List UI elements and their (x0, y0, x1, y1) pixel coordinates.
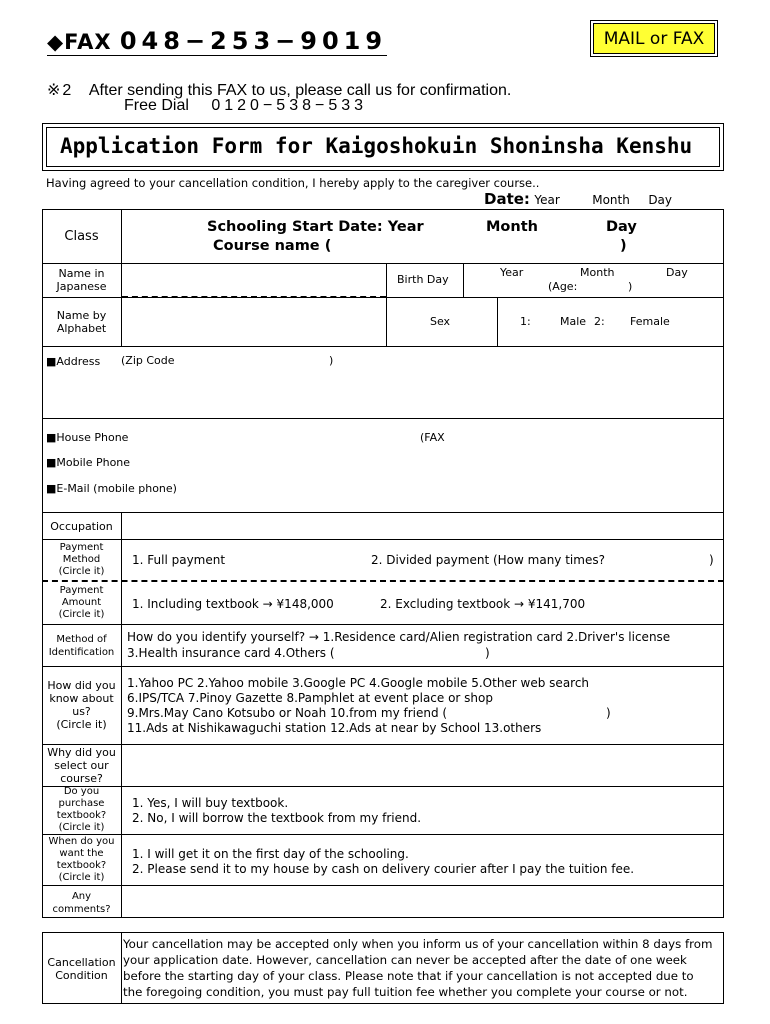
form-title-box (42, 123, 724, 171)
why-line2: select our (54, 759, 109, 772)
payment-method-line3: (Circle it) (58, 566, 105, 577)
fax-label: (FAX (420, 431, 445, 444)
schooling-month: Month (486, 219, 538, 235)
payment-method-line1: Payment (59, 542, 104, 553)
note-text: After sending this FAX to us, please call us for confirmation. (88, 82, 512, 99)
payment-amount-line2: Amount (61, 597, 102, 608)
purchase-option-yes: 1. Yes, I will buy textbook. (132, 796, 289, 810)
payment-method-label (42, 542, 121, 578)
course-name: Course name ( (213, 238, 332, 254)
why-line3: course? (60, 772, 103, 785)
divided-payment-close: ) (709, 553, 714, 567)
free-dial (124, 97, 367, 115)
form-title: Application Form for Kaigoshokuin Shoninsha Kenshu (46, 127, 720, 167)
purchase-option-no: 2. No, I will borrow the textbook from my friend. (132, 811, 422, 825)
name-alphabet-label-line1: Name by (56, 309, 107, 322)
know-line4: (Circle it) (56, 718, 107, 731)
date-year: Year (534, 193, 560, 207)
sex-male: Male (560, 315, 587, 328)
note-mark: ※2 (47, 82, 74, 99)
comments-line1: Any (71, 891, 92, 902)
know-line2: know about (49, 692, 114, 705)
application-date (484, 190, 672, 208)
comments-line2: comments? (52, 904, 111, 915)
house-phone-label: ■House Phone (46, 431, 129, 444)
know-line1: How did you (47, 679, 116, 692)
when-line3: textbook? (56, 860, 107, 871)
name-japanese-label-line1: Name in (58, 267, 105, 280)
address-label: ■Address (46, 355, 101, 368)
cancellation-label-line2: Condition (55, 969, 108, 982)
identification-question: How do you identify yourself? → 1.Residence card/Alien registration card 2.Driver's license (127, 630, 671, 644)
identification-label (42, 633, 121, 659)
schooling-day: Day (606, 219, 637, 235)
including-textbook-option: 1. Including textbook → ¥148,000 (132, 597, 334, 611)
cancellation-label (42, 956, 121, 982)
why-line1: Why did you (47, 746, 116, 759)
identification-line2: Identification (48, 647, 115, 658)
date-label: Date: (484, 190, 530, 208)
name-japanese-label (42, 267, 121, 293)
when-line2: want the (59, 848, 104, 859)
sex-female: Female (630, 315, 670, 328)
occupation-label: Occupation (50, 520, 113, 533)
fax-number-heading (47, 27, 387, 56)
payment-method-line2: Method (62, 554, 101, 565)
free-dial-number: 0120−538−533 (211, 97, 368, 114)
cancellation-text-line4: the foregoing condition, you must pay full tuition fee whether you complete your course or not. (123, 985, 688, 999)
purchase-textbook-label (42, 786, 121, 834)
when-line4: (Circle it) (58, 872, 105, 883)
birth-year: Year (500, 266, 524, 279)
payment-amount-line1: Payment (59, 585, 104, 596)
know-options-line2: 6.IPS/TCA 7.Pinoy Gazette 8.Pamphlet at event place or shop (127, 691, 493, 705)
mobile-phone-label: ■Mobile Phone (46, 456, 131, 469)
excluding-textbook-option: 2. Excluding textbook → ¥141,700 (380, 597, 586, 611)
birth-day-label: Birth Day (397, 273, 449, 286)
purchase-line1: Do you (63, 786, 100, 797)
birth-month: Month (580, 266, 615, 279)
identification-line1: Method of (56, 634, 107, 645)
know-options-line4: 11.Ads at Nishikawaguchi station 12.Ads at near by School 13.others (127, 721, 542, 735)
zip-code-label: (Zip Code (121, 354, 175, 367)
when-option-first-day: 1. I will get it on the first day of the schooling. (132, 847, 409, 861)
payment-amount-line3: (Circle it) (58, 609, 105, 620)
email-label: ■E-Mail (mobile phone) (46, 482, 177, 495)
purchase-line4: (Circle it) (58, 822, 105, 833)
name-alphabet-label-line2: Alphabet (56, 322, 107, 335)
sex-label: Sex (430, 315, 451, 328)
purchase-line2: purchase (58, 798, 105, 809)
payment-amount-label (42, 585, 121, 621)
cancellation-label-line1: Cancellation (47, 956, 116, 969)
when-textbook-label (42, 836, 121, 884)
mail-or-fax-label: MAIL or FAX (593, 23, 715, 54)
when-line1: When do you (48, 836, 115, 847)
date-day: Day (648, 193, 673, 207)
divided-payment-option: 2. Divided payment (How many times? (371, 553, 605, 567)
cancellation-text-line2: your application date. However, cancellation can never be accepted after the date of one week (123, 953, 687, 967)
name-alphabet-label (42, 309, 121, 335)
identification-close: ) (485, 646, 490, 660)
purchase-line3: textbook? (56, 810, 107, 821)
comments-label (42, 890, 121, 916)
know-options-line1: 1.Yahoo PC 2.Yahoo mobile 3.Google PC 4.Google mobile 5.Other web search (127, 676, 590, 690)
age-label: (Age: (548, 280, 578, 293)
class-label: Class (64, 229, 99, 244)
cancellation-text-line1: Your cancellation may be accepted only when you inform us of your cancellation within 8 days from (123, 937, 713, 951)
age-close: ) (628, 280, 633, 293)
fax-prefix: ◆FAX (47, 30, 112, 54)
birth-day-word: Day (666, 266, 688, 279)
fax-number: 048−253−9019 (119, 27, 388, 55)
course-name-close: ) (620, 238, 627, 254)
name-japanese-label-line2: Japanese (56, 280, 107, 293)
know-line3: us? (72, 705, 91, 718)
zip-code-close: ) (329, 354, 334, 367)
know-options-close: ) (606, 706, 611, 720)
why-select-label (42, 746, 121, 785)
identification-options: 3.Health insurance card 4.Others ( (127, 646, 335, 660)
know-options-line3: 9.Mrs.May Cano Kotsubo or Noah 10.from my friend ( (127, 706, 448, 720)
know-about-us-label (42, 679, 121, 731)
cancellation-text-line3: before the starting day of your class. Please note that if your cancellation is not accepted due to (123, 969, 694, 983)
mail-or-fax-badge (590, 20, 718, 57)
full-payment-option: 1. Full payment (132, 553, 226, 567)
sex-option-1: 1: (520, 315, 531, 328)
free-dial-label: Free Dial (124, 97, 189, 114)
when-option-send: 2. Please send it to my house by cash on delivery courier after I pay the tuition fee. (132, 862, 635, 876)
date-month: Month (592, 193, 630, 207)
sex-option-2: 2: (594, 315, 605, 328)
schooling-start-date: Schooling Start Date: Year (207, 219, 424, 235)
agreement-text: Having agreed to your cancellation condition, I hereby apply to the caregiver course.. (46, 176, 540, 190)
